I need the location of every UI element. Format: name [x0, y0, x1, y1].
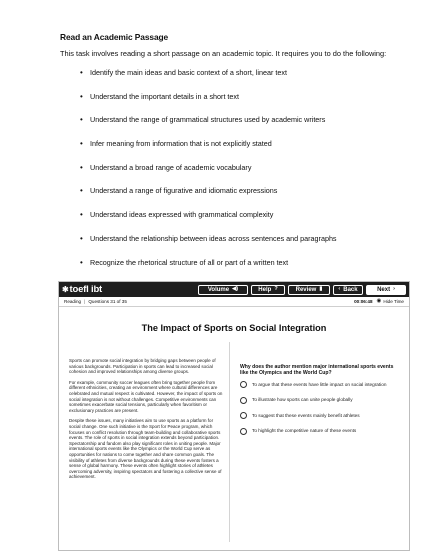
- volume-button[interactable]: [198, 285, 248, 295]
- logo-text: toefl ibt: [69, 284, 103, 295]
- star-icon: ✱: [62, 285, 69, 294]
- review-button[interactable]: [288, 285, 330, 295]
- question-text: Why does the author mention major international sports events like the Olympics and the World Cup?: [240, 364, 394, 377]
- next-button[interactable]: [366, 285, 406, 295]
- list-item-text: Understand a range of figurative and idiomatic expressions: [90, 186, 278, 196]
- answer-option[interactable]: [240, 382, 401, 389]
- bullet-icon: •: [80, 115, 83, 125]
- list-item: [80, 68, 432, 92]
- list-item-text: Understand a broad range of academic vocabulary: [90, 162, 252, 172]
- list-item: [80, 258, 432, 282]
- list-item-text: Understand the relationship between ideas across sentences and paragraphs: [90, 233, 337, 243]
- intro-description: This task involves reading a short passage on an academic topic. It requires you to do the following:: [60, 49, 387, 58]
- list-item: [80, 210, 432, 234]
- radio-button[interactable]: [240, 397, 247, 404]
- radio-button[interactable]: [240, 412, 247, 419]
- section-name: Reading: [64, 299, 82, 304]
- help-label: Help: [258, 286, 272, 293]
- list-item-text: Identify the main ideas and basic context of a short, linear text: [90, 68, 287, 77]
- bullet-icon: •: [80, 139, 83, 149]
- passage-paragraph: Sports can promote social integration by bridging gaps between people of various backgrounds. Participation in sports can lead to increased social cohesion and improved relationships among diverse groups.: [69, 358, 216, 375]
- intro-heading: Read an Academic Passage: [60, 32, 169, 42]
- question-icon: ?: [274, 285, 278, 292]
- passage-paragraph: For example, community soccer leagues often bring together people from different ethnicities, creating an environment where cultural differences are celebrated and mutual respect is cultivated. However, the impact of sports on social integration is not without challenges. Competitive environments can sometimes exacerbate social tensions, particularly when favoritism or exclusionary practices are present.: [69, 379, 223, 413]
- help-button[interactable]: [251, 285, 285, 295]
- bookmark-icon: ▮: [319, 285, 323, 292]
- bullet-icon: •: [80, 68, 83, 77]
- speaker-icon: ◀): [232, 285, 239, 292]
- list-item: [80, 115, 432, 139]
- answer-option-text: To argue that these events have little impact on social integration: [252, 381, 387, 387]
- answer-option[interactable]: [240, 413, 401, 420]
- review-label: Review: [295, 286, 317, 293]
- timer: 00:06:48: [354, 299, 373, 304]
- test-screenshot: [58, 281, 410, 551]
- chevron-right-icon: ›: [393, 285, 395, 292]
- list-item: [80, 186, 432, 210]
- back-button[interactable]: [333, 285, 363, 295]
- radio-button[interactable]: [240, 428, 247, 435]
- passage-paragraph: Despite these issues, many initiatives aim to use sports as a platform for social change. One such initiative is the Sport for Peace program, which focuses on conflict resolution through team-building and collaborative sports events. The role of sports in social integration extends beyond participation. Spectatorship and fandom also play significant roles in uniting people. Major international sports events like the Olympics or the World Cup serve as opportunities for nations to come together and share common goals. The visibility of athletes from diverse backgrounds during these events fosters a sense of global harmony. These events often highlight stories of athletes overcoming adversity, inspiring spectators and fostering a collective sense of achievement.: [69, 418, 222, 480]
- test-toolbar: [59, 282, 409, 297]
- answer-option[interactable]: [240, 428, 401, 435]
- list-item-text: Understand the range of grammatical structures used by academic writers: [90, 115, 326, 125]
- bullet-icon: •: [80, 233, 83, 243]
- list-item: [80, 139, 432, 163]
- answer-option-text: To illustrate how sports can unite people globally: [252, 397, 353, 403]
- list-item: [80, 92, 432, 116]
- intro-section: [60, 32, 432, 281]
- chevron-left-icon: ‹: [338, 285, 341, 292]
- eye-off-icon: ◉: [376, 297, 382, 304]
- back-label: Back: [343, 286, 358, 293]
- list-item: [80, 163, 432, 187]
- list-item-text: Understand ideas expressed with grammatical complexity: [90, 210, 274, 220]
- toefl-logo: [62, 284, 102, 295]
- status-bar: Reading | Questions 31 of 35 00:06:48 ◉ Hide Time: [59, 297, 409, 307]
- bullet-icon: •: [80, 186, 83, 196]
- answer-option[interactable]: [240, 397, 401, 404]
- next-label: Next: [377, 286, 391, 293]
- bullet-icon: •: [80, 91, 83, 101]
- answer-option-text: To highlight the competitive nature of these events: [252, 428, 357, 434]
- question-panel: [230, 342, 409, 550]
- hide-time-button[interactable]: [377, 299, 405, 305]
- bullet-icon: •: [80, 210, 83, 220]
- passage-panel[interactable]: [59, 342, 230, 542]
- volume-label: Volume: [207, 286, 230, 293]
- list-item-text: Recognize the rhetorical structure of all or part of a written text: [90, 257, 289, 267]
- question-progress: Questions 31 of 35: [88, 299, 127, 304]
- list-item-text: Understand the important details in a short text: [90, 91, 240, 101]
- bullet-icon: •: [80, 162, 83, 172]
- radio-button[interactable]: [240, 381, 247, 388]
- passage-title: The Impact of Sports on Social Integration: [141, 323, 327, 333]
- answer-option-text: To suggest that these events mainly benefit athletes: [252, 412, 360, 418]
- content-panes: [59, 342, 409, 550]
- hide-time-label: Hide Time: [383, 299, 404, 304]
- bullet-icon: •: [80, 257, 83, 267]
- skills-list: [60, 68, 432, 281]
- list-item-text: Infer meaning from information that is not explicitly stated: [90, 139, 272, 149]
- list-item: [80, 234, 432, 258]
